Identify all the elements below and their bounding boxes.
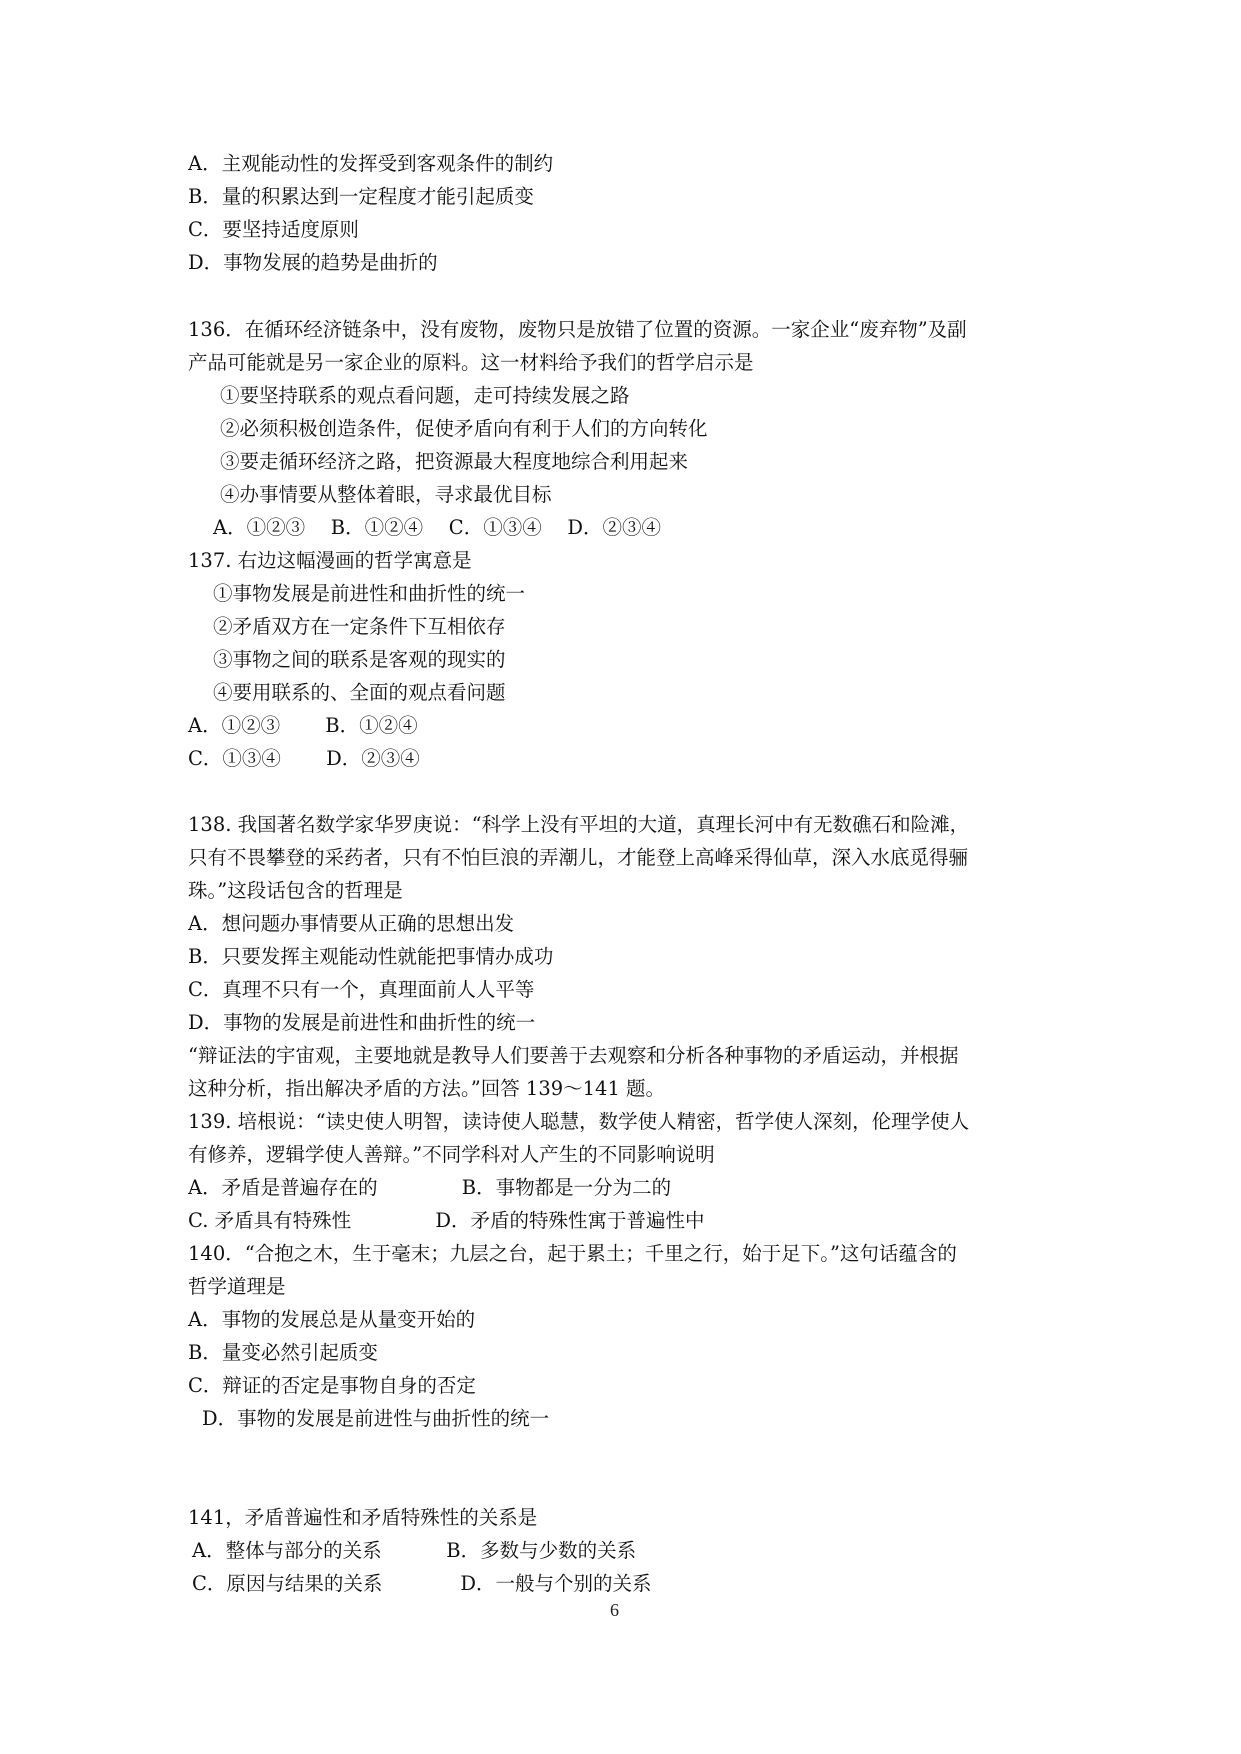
q137-item-2: ②矛盾双方在一定条件下互相依存 bbox=[213, 615, 506, 638]
q139-options-row-2: C. 矛盾具有特殊性 D．矛盾的特殊性寓于普遍性中 bbox=[188, 1209, 705, 1232]
q140-stem-line-1: 140．“合抱之木，生于毫末；九层之台，起于累土；千里之行，始于足下。”这句话蕴含的 bbox=[188, 1242, 957, 1265]
q137-stem: 137. 右边这幅漫画的哲学寓意是 bbox=[188, 549, 472, 572]
page-number: 6 bbox=[610, 1600, 619, 1620]
q137-item-3: ③事物之间的联系是客观的现实的 bbox=[213, 648, 506, 671]
q135-option-a: A．主观能动性的发挥受到客观条件的制约 bbox=[188, 152, 554, 175]
q135-option-d: D．事物发展的趋势是曲折的 bbox=[188, 251, 438, 274]
q138-option-d: D．事物的发展是前进性和曲折性的统一 bbox=[188, 1011, 536, 1034]
q136-item-3: ③要走循环经济之路，把资源最大程度地综合利用起来 bbox=[220, 450, 689, 473]
q137-options-row-2: C．①③④ D．②③④ bbox=[188, 747, 420, 770]
q140-option-d: D．事物的发展是前进性与曲折性的统一 bbox=[202, 1407, 550, 1430]
q140-option-c: C．辩证的否定是事物自身的否定 bbox=[188, 1374, 476, 1397]
q138-stem-line-2: 只有不畏攀登的采药者，只有不怕巨浪的弄潮儿，才能登上高峰采得仙草，深入水底觅得骊 bbox=[188, 846, 969, 869]
intro-line-1: “辩证法的宇宙观，主要地就是教导人们要善于去观察和分析各种事物的矛盾运动，并根据 bbox=[188, 1044, 959, 1067]
q138-stem-line-1: 138. 我国著名数学家华罗庚说：“科学上没有平坦的大道，真理长河中有无数礁石和险滩， bbox=[188, 813, 970, 836]
q136-item-2: ②必须积极创造条件，促使矛盾向有利于人们的方向转化 bbox=[220, 417, 708, 440]
q139-options-row-1: A．矛盾是普遍存在的 B．事物都是一分为二的 bbox=[188, 1176, 672, 1199]
q135-option-b: B．量的积累达到一定程度才能引起质变 bbox=[188, 185, 534, 208]
q137-item-4: ④要用联系的、全面的观点看问题 bbox=[213, 681, 506, 704]
q138-option-c: C．真理不只有一个，真理面前人人平等 bbox=[188, 978, 535, 1001]
q141-options-row-1: A．整体与部分的关系 B．多数与少数的关系 bbox=[192, 1539, 637, 1562]
q137-options-row-1: A．①②③ B．①②④ bbox=[188, 714, 418, 737]
q141-stem: 141，矛盾普遍性和矛盾特殊性的关系是 bbox=[188, 1506, 538, 1529]
q138-option-a: A．想问题办事情要从正确的思想出发 bbox=[188, 912, 515, 935]
q136-stem-line-1: 136．在循环经济链条中，没有废物，废物只是放错了位置的资源。一家企业“废弃物”及副 bbox=[188, 318, 967, 341]
q136-stem-line-2: 产品可能就是另一家企业的原料。这一材料给予我们的哲学启示是 bbox=[188, 351, 754, 374]
q140-option-b: B．量变必然引起质变 bbox=[188, 1341, 378, 1364]
q139-stem-line-1: 139. 培根说：“读史使人明智，读诗使人聪慧，数学使人精密，哲学使人深刻，伦理学使人 bbox=[188, 1110, 970, 1133]
q141-options-row-2: C．原因与结果的关系 D．一般与个别的关系 bbox=[192, 1572, 652, 1595]
q140-stem-line-2: 哲学道理是 bbox=[188, 1275, 286, 1298]
q135-option-c: C．要坚持适度原则 bbox=[188, 218, 359, 241]
q138-option-b: B．只要发挥主观能动性就能把事情办成功 bbox=[188, 945, 554, 968]
q138-stem-line-3: 珠。”这段话包含的哲理是 bbox=[188, 879, 403, 902]
q140-option-a: A．事物的发展总是从量变开始的 bbox=[188, 1308, 476, 1331]
q136-item-4: ④办事情要从整体着眼，寻求最优目标 bbox=[220, 483, 552, 506]
q137-item-1: ①事物发展是前进性和曲折性的统一 bbox=[213, 582, 526, 605]
q136-item-1: ①要坚持联系的观点看问题，走可持续发展之路 bbox=[220, 384, 630, 407]
intro-line-2: 这种分析，指出解决矛盾的方法。”回答 139～141 题。 bbox=[188, 1077, 666, 1100]
q139-stem-line-2: 有修养，逻辑学使人善辩。”不同学科对人产生的不同影响说明 bbox=[188, 1143, 715, 1166]
q136-options: A．①②③ B．①②④ C．①③④ D．②③④ bbox=[213, 516, 662, 539]
